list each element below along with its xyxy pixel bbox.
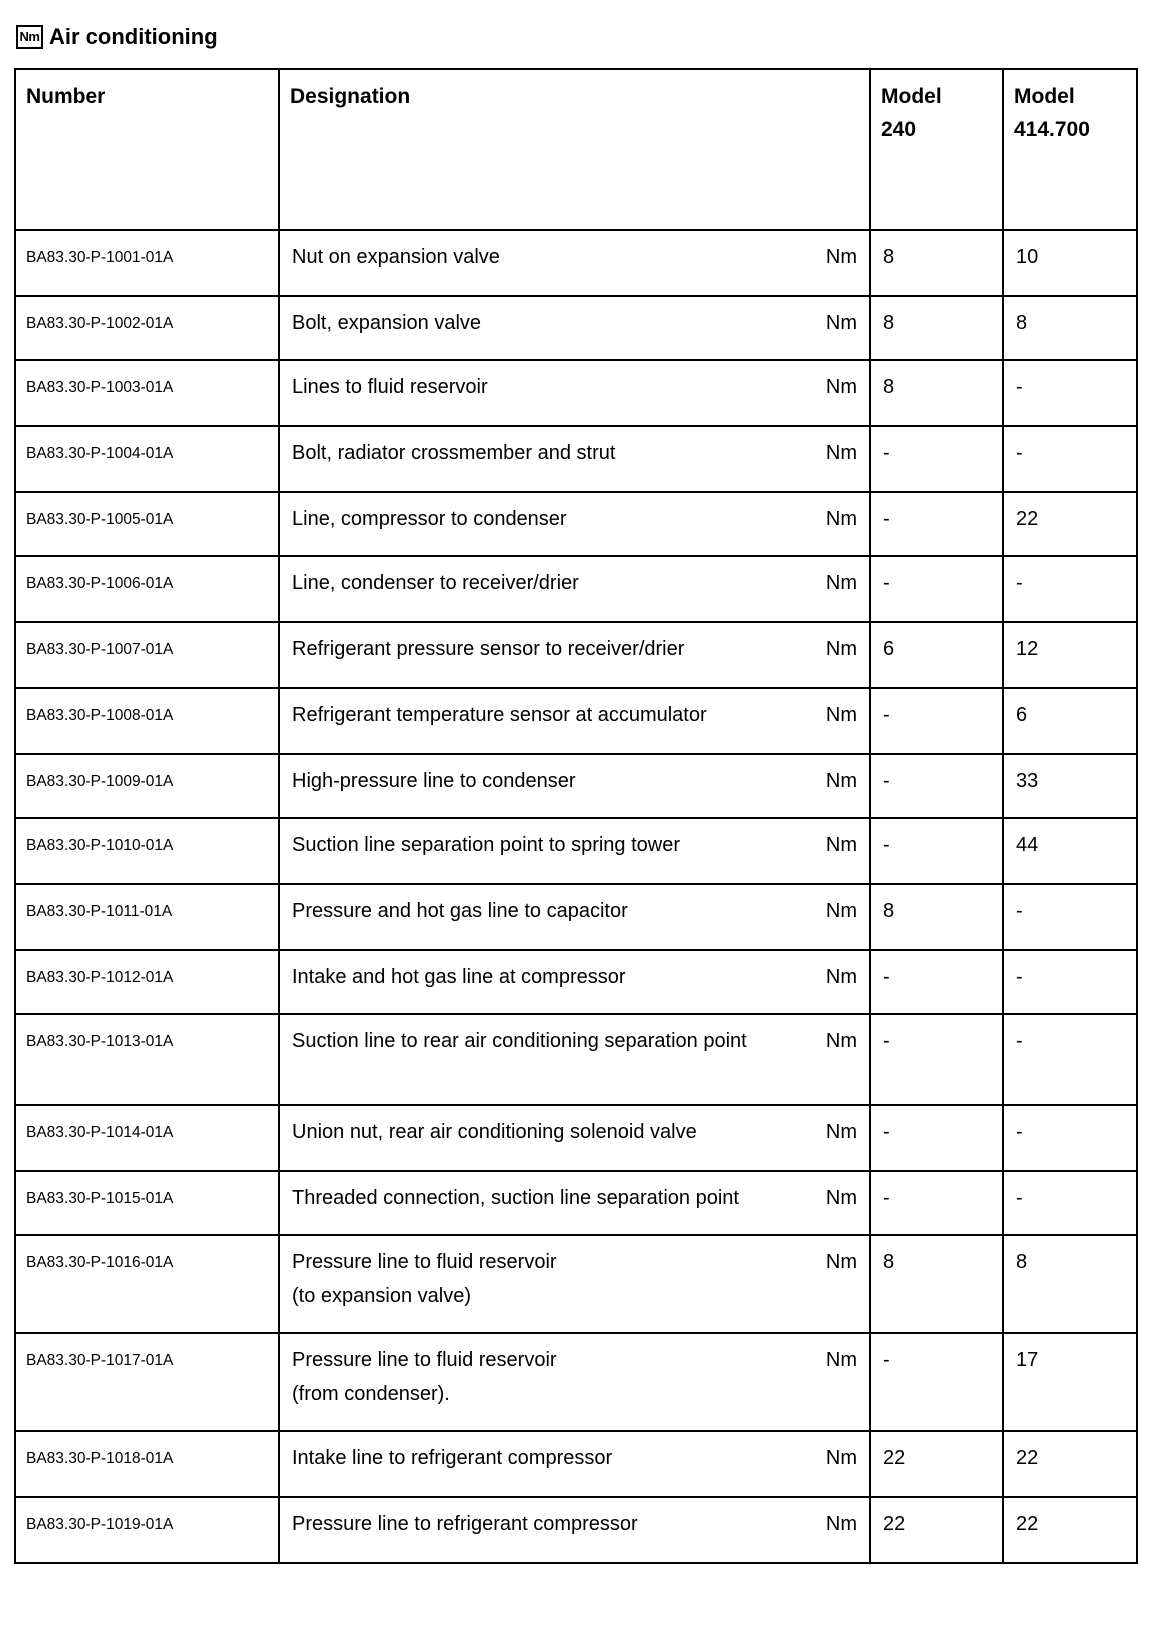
cell-model-240: 6 [870, 622, 1003, 688]
cell-designation [279, 884, 870, 950]
table-row [15, 556, 1137, 622]
unit-label: Nm [825, 1121, 857, 1143]
cell-model-240: - [870, 754, 1003, 818]
cell-number: BA83.30-P-1007-01A [15, 622, 279, 688]
cell-designation [279, 426, 870, 492]
cell-number: BA83.30-P-1013-01A [15, 1014, 279, 1105]
designation-wrap [292, 965, 857, 989]
cell-model-240: - [870, 1333, 1003, 1431]
designation-text: Pressure line to fluid reservoir [292, 1349, 557, 1371]
cell-designation [279, 296, 870, 360]
designation-block [292, 441, 826, 465]
cell-model-414700: - [1003, 950, 1137, 1014]
designation-block [292, 965, 826, 989]
designation-text: Union nut, rear air conditioning solenoid valve [292, 1121, 697, 1143]
cell-designation [279, 1333, 870, 1431]
designation-block [292, 637, 826, 661]
cell-designation [279, 1171, 870, 1235]
cell-designation [279, 230, 870, 296]
designation-wrap [292, 1446, 857, 1470]
unit-label: Nm [825, 770, 857, 792]
designation-text: Suction line to rear air conditioning separation point [292, 1030, 747, 1052]
designation-wrap [292, 833, 857, 857]
cell-number: BA83.30-P-1005-01A [15, 492, 279, 556]
designation-text: Nut on expansion valve [292, 246, 500, 268]
cell-model-240: - [870, 818, 1003, 884]
header-model-240 [870, 69, 1003, 230]
cell-designation [279, 556, 870, 622]
cell-number: BA83.30-P-1008-01A [15, 688, 279, 754]
designation-text: Refrigerant temperature sensor at accumulator [292, 704, 707, 726]
designation-block [292, 1250, 826, 1308]
cell-number: BA83.30-P-1002-01A [15, 296, 279, 360]
cell-designation [279, 1431, 870, 1497]
cell-number: BA83.30-P-1014-01A [15, 1105, 279, 1171]
designation-text: Pressure line to refrigerant compressor [292, 1513, 638, 1535]
designation-wrap [292, 769, 857, 793]
table-row [15, 1497, 1137, 1563]
designation-block [292, 571, 826, 595]
designation-block [292, 507, 826, 531]
designation-block [292, 703, 826, 727]
designation-block [292, 1446, 826, 1470]
table-row [15, 818, 1137, 884]
cell-model-414700: 22 [1003, 1431, 1137, 1497]
cell-designation [279, 1235, 870, 1333]
cell-model-240: 22 [870, 1431, 1003, 1497]
cell-designation [279, 492, 870, 556]
cell-number: BA83.30-P-1001-01A [15, 230, 279, 296]
cell-model-240: - [870, 492, 1003, 556]
cell-model-240: - [870, 1105, 1003, 1171]
cell-model-240: - [870, 556, 1003, 622]
header-model-414700-line1: Model [1014, 85, 1075, 108]
cell-model-240: 8 [870, 884, 1003, 950]
cell-number: BA83.30-P-1012-01A [15, 950, 279, 1014]
designation-block [292, 311, 826, 335]
cell-model-414700: 10 [1003, 230, 1137, 296]
designation-text: High-pressure line to condenser [292, 770, 576, 792]
table-row [15, 426, 1137, 492]
unit-label: Nm [825, 704, 857, 726]
table-row [15, 1014, 1137, 1105]
unit-label: Nm [825, 508, 857, 530]
unit-label: Nm [825, 312, 857, 334]
designation-block [292, 769, 826, 793]
cell-model-414700: 22 [1003, 1497, 1137, 1563]
cell-designation [279, 754, 870, 818]
designation-text: Lines to fluid reservoir [292, 376, 488, 398]
cell-model-414700: - [1003, 1171, 1137, 1235]
cell-model-240: - [870, 1171, 1003, 1235]
cell-model-414700: - [1003, 884, 1137, 950]
unit-label: Nm [825, 638, 857, 660]
cell-model-240: - [870, 950, 1003, 1014]
cell-designation [279, 950, 870, 1014]
designation-note: (to expansion valve) [292, 1285, 471, 1307]
cell-model-240: 8 [870, 296, 1003, 360]
designation-text: Line, compressor to condenser [292, 508, 567, 530]
header-model-414700 [1003, 69, 1137, 230]
table-row [15, 754, 1137, 818]
designation-block [292, 375, 826, 399]
unit-label: Nm [825, 1251, 857, 1273]
cell-model-414700: 33 [1003, 754, 1137, 818]
designation-wrap [292, 637, 857, 661]
table-row [15, 492, 1137, 556]
designation-text: Threaded connection, suction line separation point [292, 1187, 739, 1209]
designation-wrap [292, 507, 857, 531]
designation-wrap [292, 1186, 857, 1210]
table-row [15, 622, 1137, 688]
cell-designation [279, 622, 870, 688]
table-row [15, 1171, 1137, 1235]
designation-text: Bolt, radiator crossmember and strut [292, 442, 616, 464]
header-model-240-line2: 240 [881, 118, 917, 141]
designation-text: Intake and hot gas line at compressor [292, 966, 626, 988]
cell-model-414700: - [1003, 360, 1137, 426]
table-row [15, 1333, 1137, 1431]
cell-model-414700: 44 [1003, 818, 1137, 884]
designation-wrap [292, 703, 857, 727]
designation-text: Refrigerant pressure sensor to receiver/drier [292, 638, 685, 660]
unit-label: Nm [825, 966, 857, 988]
cell-model-414700: 17 [1003, 1333, 1137, 1431]
header-designation: Designation [279, 69, 870, 230]
cell-designation [279, 1105, 870, 1171]
unit-label: Nm [825, 442, 857, 464]
cell-number: BA83.30-P-1009-01A [15, 754, 279, 818]
designation-block [292, 1348, 826, 1406]
cell-model-414700: - [1003, 1105, 1137, 1171]
unit-label: Nm [825, 1349, 857, 1371]
designation-wrap [292, 441, 857, 465]
designation-text: Pressure line to fluid reservoir [292, 1251, 557, 1273]
table-row [15, 884, 1137, 950]
table-row [15, 360, 1137, 426]
cell-model-414700: - [1003, 426, 1137, 492]
designation-wrap [292, 899, 857, 923]
cell-designation [279, 818, 870, 884]
designation-wrap [292, 1250, 857, 1308]
table-row [15, 950, 1137, 1014]
cell-model-240: 22 [870, 1497, 1003, 1563]
cell-model-240: - [870, 426, 1003, 492]
designation-block [292, 1029, 826, 1053]
cell-number: BA83.30-P-1004-01A [15, 426, 279, 492]
designation-block [292, 1120, 826, 1144]
designation-wrap [292, 1348, 857, 1406]
cell-model-240: 8 [870, 230, 1003, 296]
designation-wrap [292, 1512, 857, 1536]
designation-text: Line, condenser to receiver/drier [292, 572, 579, 594]
header-model-414700-line2: 414.700 [1014, 118, 1090, 141]
unit-label: Nm [825, 246, 857, 268]
designation-block [292, 245, 826, 269]
designation-block [292, 1186, 826, 1210]
designation-block [292, 1512, 826, 1536]
cell-model-414700: 12 [1003, 622, 1137, 688]
unit-label: Nm [825, 376, 857, 398]
cell-number: BA83.30-P-1010-01A [15, 818, 279, 884]
designation-wrap [292, 1120, 857, 1144]
unit-label: Nm [825, 1187, 857, 1209]
unit-label: Nm [825, 1513, 857, 1535]
nm-icon: Nm [16, 25, 43, 49]
torque-table [14, 68, 1138, 1564]
header-model-240-line1: Model [881, 85, 942, 108]
cell-designation [279, 1014, 870, 1105]
table-row [15, 1105, 1137, 1171]
table-row [15, 296, 1137, 360]
unit-label: Nm [825, 834, 857, 856]
table-row [15, 1235, 1137, 1333]
cell-model-414700: 8 [1003, 296, 1137, 360]
cell-designation [279, 688, 870, 754]
unit-label: Nm [825, 1447, 857, 1469]
cell-number: BA83.30-P-1019-01A [15, 1497, 279, 1563]
cell-number: BA83.30-P-1011-01A [15, 884, 279, 950]
cell-number: BA83.30-P-1016-01A [15, 1235, 279, 1333]
designation-text: Intake line to refrigerant compressor [292, 1447, 613, 1469]
designation-text: Pressure and hot gas line to capacitor [292, 900, 628, 922]
designation-block [292, 899, 826, 923]
table-row [15, 688, 1137, 754]
cell-designation [279, 360, 870, 426]
unit-label: Nm [825, 900, 857, 922]
designation-wrap [292, 311, 857, 335]
designation-text: Bolt, expansion valve [292, 312, 482, 334]
table-header-row [15, 69, 1137, 230]
cell-number: BA83.30-P-1018-01A [15, 1431, 279, 1497]
cell-model-240: 8 [870, 360, 1003, 426]
designation-text: Suction line separation point to spring tower [292, 834, 681, 856]
cell-model-414700: - [1003, 556, 1137, 622]
cell-model-240: - [870, 1014, 1003, 1105]
designation-wrap [292, 571, 857, 595]
cell-model-240: 8 [870, 1235, 1003, 1333]
cell-number: BA83.30-P-1003-01A [15, 360, 279, 426]
cell-model-414700: 22 [1003, 492, 1137, 556]
designation-wrap [292, 1029, 857, 1053]
cell-model-414700: 8 [1003, 1235, 1137, 1333]
section-heading [16, 22, 218, 52]
header-number: Number [15, 69, 279, 230]
table-row [15, 1431, 1137, 1497]
cell-number: BA83.30-P-1015-01A [15, 1171, 279, 1235]
table-body [15, 230, 1137, 1563]
cell-number: BA83.30-P-1017-01A [15, 1333, 279, 1431]
table-row [15, 230, 1137, 296]
cell-model-414700: 6 [1003, 688, 1137, 754]
cell-designation [279, 1497, 870, 1563]
unit-label: Nm [825, 1030, 857, 1052]
cell-number: BA83.30-P-1006-01A [15, 556, 279, 622]
designation-note: (from condenser). [292, 1383, 450, 1405]
designation-block [292, 833, 826, 857]
cell-model-414700: - [1003, 1014, 1137, 1105]
designation-wrap [292, 375, 857, 399]
unit-label: Nm [825, 572, 857, 594]
designation-wrap [292, 245, 857, 269]
cell-model-240: - [870, 688, 1003, 754]
section-title: Air conditioning [49, 24, 218, 49]
